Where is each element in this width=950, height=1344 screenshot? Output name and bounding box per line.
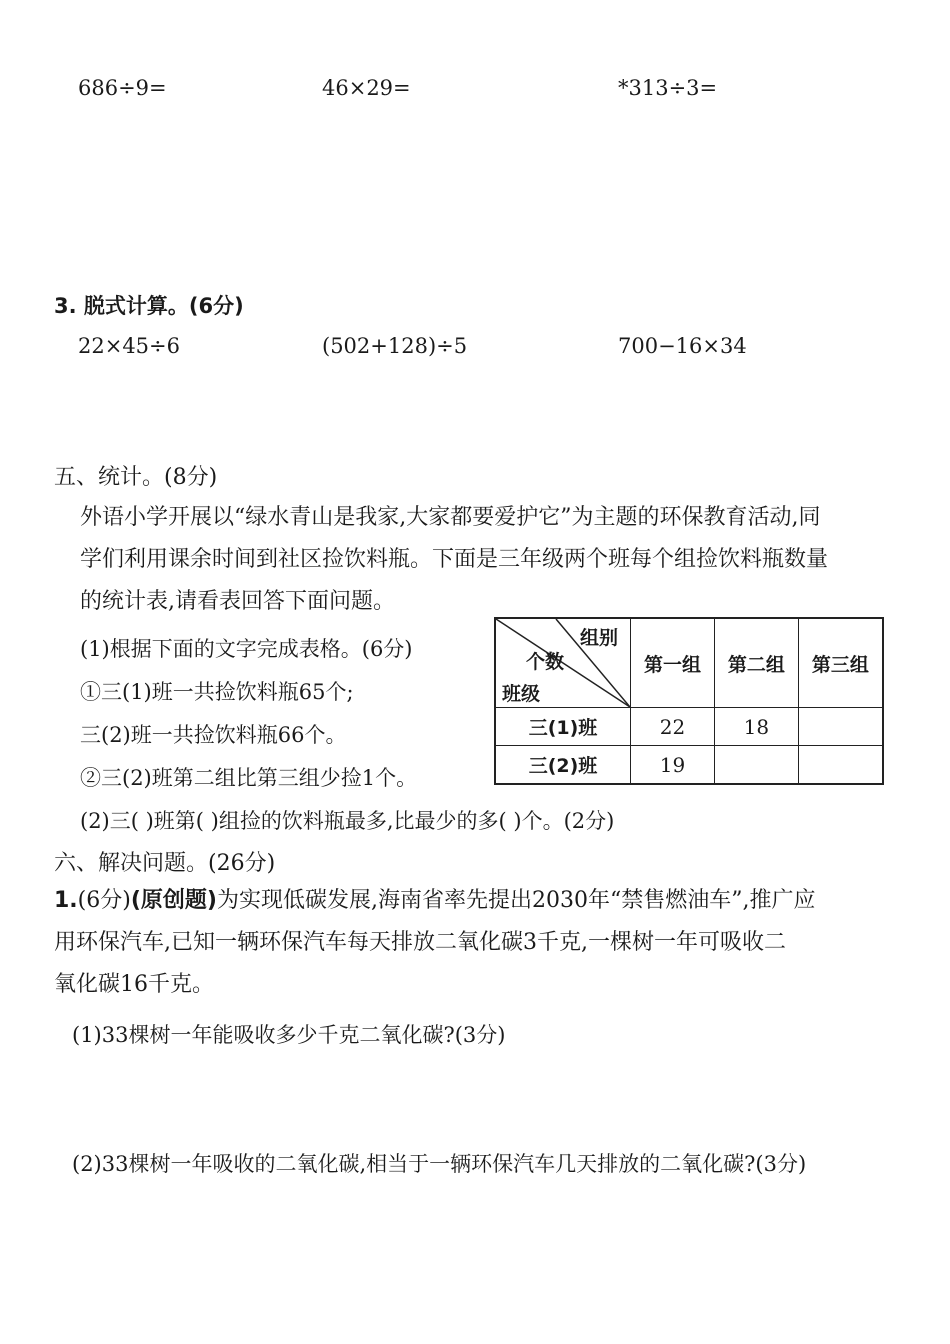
cell-class2-group2[interactable] xyxy=(714,746,798,785)
row-header-class1: 三(1)班 xyxy=(495,708,631,746)
section5-hint1: ①三(1)班一共捡饮料瓶65个; xyxy=(80,680,354,704)
calc-expr-2: 46×29= xyxy=(322,76,411,100)
section6-p1-line2: 用环保汽车,已知一辆环保汽车每天排放二氧化碳3千克,一棵树一年可吸收二 xyxy=(54,930,786,955)
section6-title: 六、解决问题。(26分) xyxy=(54,851,276,876)
corner-label-count: 个数 xyxy=(526,651,565,673)
column-header-group2: 第二组 xyxy=(714,618,798,708)
cell-class1-group3[interactable] xyxy=(798,708,883,746)
section5-hint3: ②三(2)班第二组比第三组少捡1个。 xyxy=(80,766,418,790)
section5-intro-line1: 外语小学开展以“绿水青山是我家,大家都要爱护它”为主题的环保教育活动,同 xyxy=(80,505,821,530)
table-corner-cell xyxy=(495,618,631,708)
q3-expr-3: 700−16×34 xyxy=(618,334,747,358)
section6-p1-line3: 氧化碳16千克。 xyxy=(54,972,214,997)
original-tag: (原创题) xyxy=(130,888,217,913)
cell-class2-group3[interactable] xyxy=(798,746,883,785)
section5-intro-line2: 学们利用课余时间到社区捡饮料瓶。下面是三年级两个班每个组捡饮料瓶数量 xyxy=(80,547,829,572)
section5-title: 五、统计。(8分) xyxy=(54,465,218,490)
column-header-group3: 第三组 xyxy=(798,618,883,708)
column-header-group1: 第一组 xyxy=(631,618,715,708)
row-header-class2: 三(2)班 xyxy=(495,746,631,785)
section5-hint2: 三(2)班一共捡饮料瓶66个。 xyxy=(80,723,347,747)
cell-class1-group2: 18 xyxy=(714,708,798,746)
corner-label-class: 班级 xyxy=(502,683,541,705)
problem-number: 1. xyxy=(54,888,78,913)
cell-class1-group1: 22 xyxy=(631,708,715,746)
stats-table xyxy=(494,617,884,785)
section5-q2: (2)三( )班第( )组捡的饮料瓶最多,比最少的多( )个。(2分) xyxy=(80,809,615,833)
calc-expr-3: *313÷3= xyxy=(618,76,718,100)
section5-intro-line3: 的统计表,请看表回答下面问题。 xyxy=(80,589,395,614)
problem-text-line1: 为实现低碳发展,海南省率先提出2030年“禁售燃油车”,推广应 xyxy=(216,888,816,913)
calc-expr-1: 686÷9= xyxy=(78,76,167,100)
section6-sub2: (2)33棵树一年吸收的二氧化碳,相当于一辆环保汽车几天排放的二氧化碳?(3分) xyxy=(72,1152,807,1176)
q3-title: 3. 脱式计算。(6分) xyxy=(54,294,244,318)
section5-q1: (1)根据下面的文字完成表格。(6分) xyxy=(80,637,413,661)
q3-expr-1: 22×45÷6 xyxy=(78,334,180,358)
table-row xyxy=(495,708,883,746)
cell-class2-group1: 19 xyxy=(631,746,715,785)
section6-p1-line1 xyxy=(54,880,815,922)
section6-sub1: (1)33棵树一年能吸收多少千克二氧化碳?(3分) xyxy=(72,1023,506,1047)
problem-score: (6分) xyxy=(77,888,131,913)
corner-label-group: 组别 xyxy=(580,627,619,649)
q3-expr-2: (502+128)÷5 xyxy=(322,334,468,358)
table-row xyxy=(495,746,883,785)
